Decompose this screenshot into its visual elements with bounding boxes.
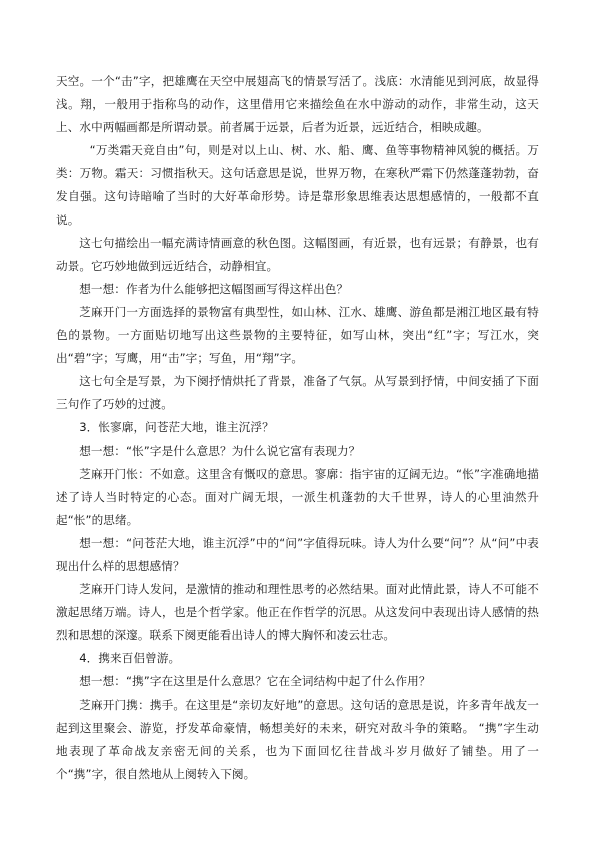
paragraph: 这七句全是写景，为下阕抒情烘托了背景，准备了气氛。从写景到抒情，中间安插了下面三句作了巧妙的过渡。 xyxy=(56,374,539,412)
paragraph: “万类霜天竞自由”句，则是对以上山、树、水、船、鹰、鱼等事物精神风貌的概括。万类：万物。霜天：习惯指秋天。这句话意思是说，世界万物，在寒秋严霜下仍然蓬蓬勃勃，奋发自强。这句诗暗喻了当时的大好革命形势。诗是靠形象思维表达思想感情的，一般都不直说。 xyxy=(56,143,539,227)
paragraph: 芝麻开门怅：不如意。这里含有慨叹的意思。寥廓：指宇宙的辽阔无边。“怅”字准确地描述了诗人当时特定的心态。面对广阔无垠，一派生机蓬勃的大千世界，诗人的心里油然升起“怅”的思绪。 xyxy=(56,466,539,527)
paragraph: 芝麻开门携：携手。在这里是“亲切友好地”的意思。这句话的意思是说，许多青年战友一起到这里聚会、游览，抒发革命豪情，畅想美好的未来，研究对敌斗争的策略。 “携”字生动地表现了革命战友亲密无间的关系，也为下面回忆往昔战斗岁月做好了铺垫。用了一个“携”字，很自然地从上阕转入下阕。 xyxy=(56,697,539,781)
section-heading: 4．携来百侣曾游。 xyxy=(79,651,181,666)
section-heading: 3．怅寥廓，问苍茫大地，谁主沉浮？ xyxy=(79,420,274,435)
question: 想一想：“怅”字是什么意思？为什么说它富有表现力？ xyxy=(79,443,361,458)
paragraph: 这七句描绘出一幅充满诗情画意的秋色图。这幅图画，有近景，也有远景；有静景，也有动景。它巧妙地做到远近结合，动静相宜。 xyxy=(56,235,539,273)
document-body xyxy=(56,70,539,786)
paragraph: 想一想：作者为什么能够把这幅图画写得这样出色？ xyxy=(79,281,349,296)
paragraph: 天空。一个“击”字，把雄鹰在天空中展翅高飞的情景写活了。浅底：水清能见到河底，故显得浅。翔，一般用于指称鸟的动作，这里借用它来描绘鱼在水中游动的动作，非常生动，这天上、水中两幅画都是所谓动景。前者属于远景，后者为近景，远近结合，相映成趣。 xyxy=(56,74,539,135)
paragraph: 芝麻开门诗人发问，是激情的推动和理性思考的必然结果。面对此情此景，诗人不可能不激起思绪万端。诗人，也是个哲学家。他正在作哲学的沉思。从这发问中表现出诗人感情的热烈和思想的深邃。联系下阕更能看出诗人的博大胸怀和凌云壮志。 xyxy=(56,582,539,643)
question: 想一想：“问苍茫大地，谁主沉浮”中的“问”字值得玩味。诗人为什么要“问”？从“问”中表现出什么样的思想感情？ xyxy=(56,535,539,573)
question: 想一想：“携”字在这里是什么意思？它在全词结构中起了什么作用？ xyxy=(79,674,431,689)
paragraph: 芝麻开门一方面选择的景物富有典型性，如山林、江水、雄鹰、游鱼都是湘江地区最有特色的景物。一方面贴切地写出这些景物的主要特征，如写山林，突出“红”字；写江水，突出“碧”字；写鹰，用“击”字；写鱼，用“翔”字。 xyxy=(56,304,539,366)
